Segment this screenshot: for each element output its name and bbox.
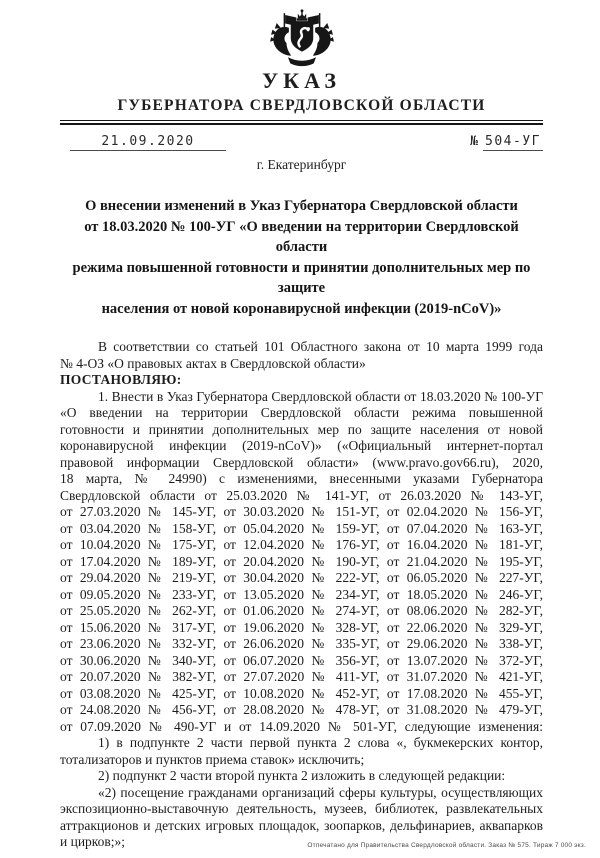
body-line: В соответствии со статьей 101 Областного закона от 10 марта 1999 года bbox=[98, 339, 543, 354]
body-line: готовности и принятии дополнительных мер по защите населения от новой bbox=[60, 421, 543, 437]
number-field: 504-УГ bbox=[483, 134, 543, 151]
body-line: от 07.09.2020 № 490-УГ и от 14.09.2020 № 501-УГ, следующие изменения: bbox=[60, 718, 543, 734]
body-line: тотализаторов и пунктов приема ставок» исключить; bbox=[60, 751, 365, 767]
print-note: Отпечатано для Правительства Свердловской области. Заказ № 575. Тираж 7 000 экз. bbox=[307, 842, 586, 849]
number-sign: № bbox=[470, 134, 478, 149]
body-line: коронавирусной инфекции (2019-nCoV)» («Официальный интернет-портал bbox=[60, 438, 543, 453]
body-line: Свердловской области от 25.03.2020 № 141-УГ, от 26.03.2020 № 143-УГ, bbox=[60, 487, 543, 503]
body-line: от 03.04.2020 № 158-УГ, от 05.04.2020 № 159-УГ, от 07.04.2020 № 163-УГ, bbox=[60, 520, 543, 536]
date-field: 21.09.2020 bbox=[70, 134, 226, 151]
preamble-paragraph bbox=[60, 339, 543, 372]
body-line: от 15.06.2020 № 317-УГ, от 19.06.2020 № 328-УГ, от 22.06.2020 № 329-УГ, bbox=[60, 619, 543, 635]
subject-title bbox=[60, 196, 543, 319]
number-group bbox=[470, 134, 543, 151]
subitem-2: 2) подпункт 2 части второй пункта 2 изложить в следующей редакции: bbox=[98, 768, 506, 783]
body-line: 1) в подпункте 2 части первой пункта 2 слова «, букмекерских контор, bbox=[98, 735, 543, 750]
doc-type-title: УКАЗ bbox=[261, 68, 342, 93]
meta-row bbox=[60, 134, 543, 151]
resolve-word: ПОСТАНОВЛЯЮ: bbox=[60, 372, 182, 387]
body-line: от 09.05.2020 № 233-УГ, от 13.05.2020 № 234-УГ, от 18.05.2020 № 246-УГ, bbox=[60, 586, 543, 602]
body-line: 18 марта, № 24990) с изменениями, внесенными указами Губернатора bbox=[60, 471, 543, 486]
header-divider bbox=[60, 120, 543, 125]
body-line: 1. Внести в Указ Губернатора Свердловской области от 18.03.2020 № 100-УГ bbox=[98, 388, 543, 404]
body-line: аттракционов и детских игровых площадок, зоопарков, дельфинариев, аквапарков bbox=[60, 817, 543, 833]
body-line: «О введении на территории Свердловской области режима повышенной bbox=[60, 405, 543, 420]
body-line: от 27.03.2020 № 145-УГ, от 30.03.2020 № 151-УГ, от 02.04.2020 № 156-УГ, bbox=[60, 504, 543, 519]
body-line: от 20.07.2020 № 382-УГ, от 27.07.2020 № 411-УГ, от 31.07.2020 № 421-УГ, bbox=[60, 669, 543, 684]
body-line: от 17.04.2020 № 189-УГ, от 20.04.2020 № 190-УГ, от 21.04.2020 № 195-УГ, bbox=[60, 553, 543, 569]
body-line: от 23.06.2020 № 332-УГ, от 26.06.2020 № 335-УГ, от 29.06.2020 № 338-УГ, bbox=[60, 636, 543, 651]
city-label: г. Екатеринбург bbox=[256, 157, 347, 172]
body-line: «2) посещение гражданами организаций сферы культуры, осуществляющих bbox=[98, 784, 543, 800]
body-line: от 30.06.2020 № 340-УГ, от 06.07.2020 № 356-УГ, от 13.07.2020 № 372-УГ, bbox=[60, 652, 543, 668]
amendment-paragraph bbox=[60, 389, 543, 736]
body-line: и цирков;»; bbox=[60, 834, 126, 849]
body-line: от 29.04.2020 № 219-УГ, от 30.04.2020 № 222-УГ, от 06.05.2020 № 227-УГ, bbox=[60, 570, 543, 585]
decree-body bbox=[60, 339, 543, 851]
body-line: от 03.08.2020 № 425-УГ, от 10.08.2020 № 452-УГ, от 17.08.2020 № 455-УГ, bbox=[60, 685, 543, 701]
sverdlovsk-coat-of-arms-icon bbox=[254, 8, 350, 68]
subject-line: населения от новой коронавирусной инфекции (2019-nCoV)» bbox=[101, 300, 502, 317]
subitem-2-text bbox=[60, 785, 543, 851]
issuer-title: ГУБЕРНАТОРА СВЕРДЛОВСКОЙ ОБЛАСТИ bbox=[117, 97, 486, 114]
body-line: экспозиционно-выставочную деятельность, музеев, библиотек, развлекательных bbox=[60, 801, 543, 816]
body-line: от 25.05.2020 № 262-УГ, от 01.06.2020 № 274-УГ, от 08.06.2020 № 282-УГ, bbox=[60, 603, 543, 618]
body-line: № 4-ОЗ «О правовых актах в Свердловской области» bbox=[60, 355, 366, 371]
body-line: от 24.08.2020 № 456-УГ, от 28.08.2020 № 478-УГ, от 31.08.2020 № 479-УГ, bbox=[60, 702, 543, 717]
subject-line: режима повышенной готовности и принятии дополнительных мер по защите bbox=[72, 259, 531, 296]
subject-line: О внесении изменений в Указ Губернатора Свердловской области bbox=[85, 198, 518, 214]
subitem-1 bbox=[60, 735, 543, 768]
body-line: правовой информации Свердловской области» (www.pravo.gov66.ru), 2020, bbox=[60, 454, 543, 470]
subject-line: от 18.03.2020 № 100-УГ «О введении на территории Свердловской области bbox=[84, 218, 519, 255]
body-line: от 10.04.2020 № 175-УГ, от 12.04.2020 № 176-УГ, от 16.04.2020 № 181-УГ, bbox=[60, 537, 543, 552]
